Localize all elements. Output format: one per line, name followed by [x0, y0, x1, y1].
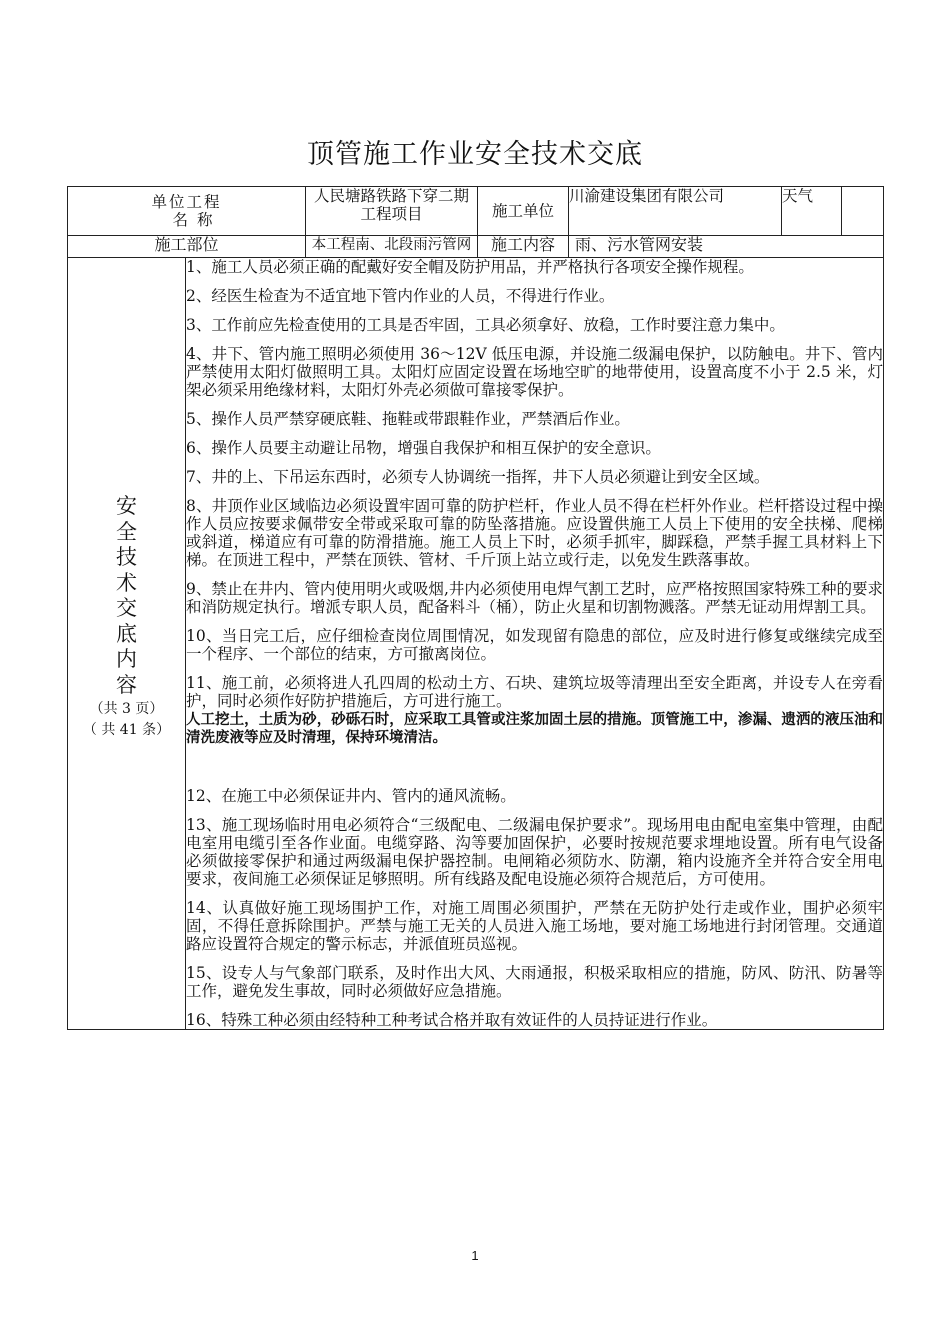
document-title: 顶管施工作业安全技术交底	[307, 139, 643, 170]
item-10: 10、当日完工后，应仔细检查岗位周围情况，如发现留有隐患的部位，应及时进行修复或继续完成至一个程序、一个部位的结束，方可撤离岗位。	[186, 627, 883, 663]
side-char: 底	[116, 621, 137, 646]
side-char: 内	[116, 647, 137, 671]
item-8: 8、井顶作业区域临边必须设置牢固可靠的防护栏杆，作业人员不得在栏杆外作业。栏杆搭设过程中操作人员应按要求佩带安全带或采取可靠的防坠落措施。应设置供施工人员上下使用的安全扶梯、爬梯或斜道，梯道应有可靠的防滑措施。施工人员上下时，必须手抓牢，脚踩稳，严禁手握工具材料上下梯。在顶进工程中，严禁在顶铁、管材、千斤顶上站立或行走，以免发生跌落事故。	[186, 497, 883, 569]
content-value: 雨、污水管网安装	[569, 236, 884, 258]
item-13: 13、施工现场临时用电必须符合“三级配电、二级漏电保护要求”。现场用电由配电室集中管理，由配电室用电缆引至各作业面。电缆穿路、沟等要加固保护，必要时按规范要求埋地设置。所有电气设备必须做接零保护和通过两级漏电保护器控制。电闸箱必须防水、防潮，箱内设施齐全并符合安全用电要求，夜间施工必须保证足够照明。所有线路及配电设施必须符合规范后，方可使用。	[186, 816, 883, 888]
side-char: 技	[116, 545, 137, 569]
item-12: 12、在施工中必须保证井内、管内的通风流畅。	[186, 787, 516, 805]
page-number: 1	[471, 1248, 479, 1263]
side-char: 交	[116, 596, 137, 620]
side-label-cell	[68, 258, 186, 1030]
item-15: 15、设专人与气象部门联系，及时作出大风、大雨通报，积极采取相应的措施，防风、防汛、防暑等工作，避免发生事故，同时必须做好应急措施。	[186, 964, 883, 1000]
weather-value	[842, 187, 884, 236]
item-11-bold-note: 人工挖土，土质为砂，砂砾石时，应采取工具管或注浆加固土层的措施。顶管施工中，渗漏、遗洒的液压油和清洗废液等应及时清理，保持环境清洁。	[186, 712, 883, 746]
construction-unit-label: 施工单位	[478, 187, 569, 236]
header-row-1	[68, 187, 884, 236]
weather-label: 天气	[782, 187, 842, 236]
unit-project-label-cell	[68, 187, 306, 236]
side-char: 容	[116, 672, 137, 697]
body-row	[68, 258, 884, 1030]
project-name-cell	[306, 187, 478, 236]
project-name-line1: 人民塘路铁路下穿二期	[313, 187, 469, 205]
item-3: 3、工作前应先检查使用的工具是否牢固，工具必须拿好、放稳，工作时要注意力集中。	[186, 316, 785, 334]
disclosure-table	[67, 186, 884, 1030]
item-6: 6、操作人员要主动避让吊物，增强自我保护和相互保护的安全意识。	[186, 439, 661, 457]
item-1: 1、施工人员必须正确的配戴好安全帽及防护用品，并严格执行各项安全操作规程。	[186, 258, 754, 276]
item-5: 5、操作人员严禁穿硬底鞋、拖鞋或带跟鞋作业，严禁酒后作业。	[186, 410, 630, 428]
item-16: 16、特殊工种必须由经特种工种考试合格并取有效证件的人员持证进行作业。	[186, 1011, 718, 1029]
unit-name-label: 名 称	[172, 211, 215, 229]
side-char: 全	[116, 519, 137, 544]
construction-unit-value: 川渝建设集团有限公司	[569, 187, 782, 236]
side-char: 术	[116, 570, 137, 595]
content-label: 施工内容	[478, 236, 569, 258]
side-char: 安	[116, 494, 137, 518]
item-11: 11、施工前，必须将进人孔四周的松动土方、石块、建筑垃圾等清理出至安全距离，并设专人在旁看护，同时必须作好防护措施后，方可进行施工。	[186, 674, 883, 710]
header-row-2	[68, 236, 884, 258]
pages-note: （共 3 页）	[89, 701, 164, 717]
side-label	[68, 494, 185, 740]
location-label: 施工部位	[68, 236, 306, 258]
item-14: 14、认真做好施工现场围护工作，对施工周围必须围护，严禁在无防护处行走或作业，围护必须牢固，不得任意拆除围护。严禁与施工无关的人员进入施工场地，要对施工场地进行封闭管理。交通道路应设置符合规定的警示标志，并派值班员巡视。	[186, 899, 883, 953]
unit-project-label: 单位工程	[151, 193, 222, 211]
disclosure-content	[186, 258, 884, 1030]
project-name-line2: 工程项目	[360, 205, 423, 223]
item-4: 4、井下、管内施工照明必须使用 36～12V 低压电源，并设施二级漏电保护，以防触电。井下、管内严禁使用太阳灯做照明工具。太阳灯应固定设置在场地空旷的地带使用，设置高度不小于 2.5 米，灯架必须采用绝缘材料，太阳灯外壳必须做可靠接零保护。	[186, 345, 883, 399]
item-2: 2、经医生检查为不适宜地下管内作业的人员，不得进行作业。	[186, 287, 615, 305]
items-note: （ 共 41 条）	[82, 722, 171, 738]
location-value: 本工程南、北段雨污管网	[306, 236, 478, 258]
item-7: 7、井的上、下吊运东西时，必须专人协调统一指挥，井下人员必须避让到安全区域。	[186, 468, 770, 486]
item-9: 9、禁止在井内、管内使用明火或吸烟,井内必须使用电焊气割工艺时，应严格按照国家特殊工种的要求和消防规定执行。增派专职人员，配备料斗（桶），防止火星和切割物溅落。严禁无证动用焊割工具。	[186, 580, 883, 616]
